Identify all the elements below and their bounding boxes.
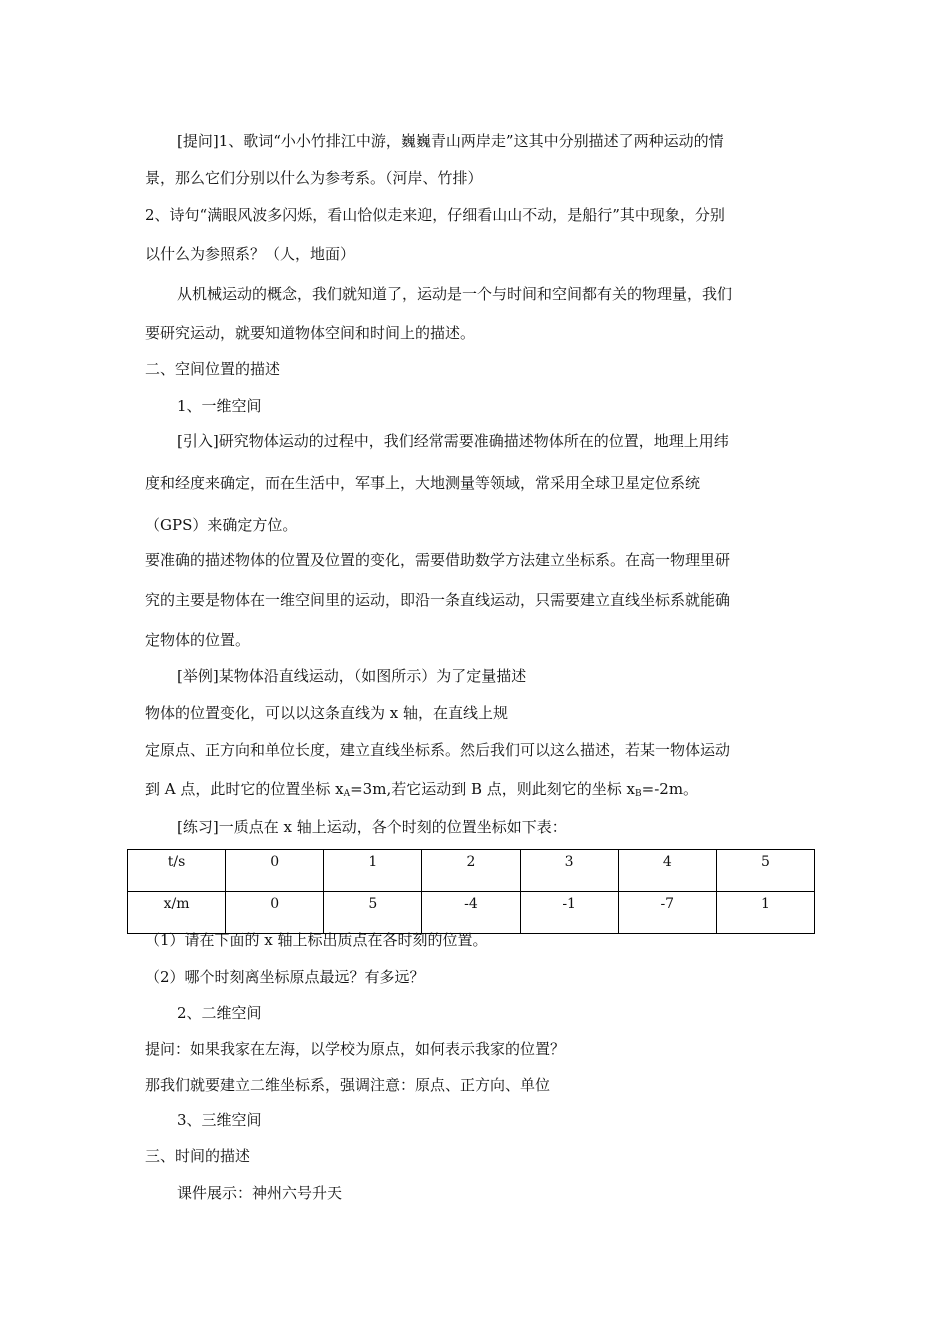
table-cell: 0: [226, 850, 324, 892]
paragraph-coordinates-line-3: 定物体的位置。: [145, 631, 251, 649]
table-cell: 4: [618, 850, 716, 892]
table-cell: t/s: [128, 850, 226, 892]
table-cell: x/m: [128, 892, 226, 934]
position-table: [127, 849, 815, 934]
table-cell: 1: [324, 850, 422, 892]
paragraph-2d-coordinates: 那我们就要建立二维坐标系，强调注意：原点、正方向、单位: [145, 1076, 551, 1094]
paragraph-example-line-4: [145, 779, 698, 804]
section-heading-space: 二、空间位置的描述: [145, 360, 281, 378]
table-cell: -1: [520, 892, 618, 934]
paragraph-example-line-1: [举例]某物体沿直线运动，（如图所示）为了定量描述: [177, 667, 527, 685]
paragraph-mechanics-line-1: 从机械运动的概念，我们就知道了，运动是一个与时间和空间都有关的物理量，我们: [177, 285, 733, 303]
paragraph-question-1-line-1: [提问]1、歌词“小小竹排江中游，巍巍青山两岸走”这其中分别描述了两种运动的情: [177, 132, 724, 150]
paragraph-mechanics-line-2: 要研究运动，就要知道物体空间和时间上的描述。: [145, 324, 476, 342]
example-text-a: 到 A 点，此时它的位置坐标 x: [145, 780, 344, 798]
paragraph-exercise: [练习]一质点在 x 轴上运动，各个时刻的位置坐标如下表：: [177, 818, 567, 836]
paragraph-question-1-line-2: 景，那么它们分别以什么为参考系。（河岸、竹排）: [145, 169, 483, 187]
table-cell: 5: [716, 850, 814, 892]
paragraph-question-2-line-2: 以什么为参照系？（人，地面）: [145, 245, 356, 263]
section-heading-time: 三、时间的描述: [145, 1147, 251, 1165]
table-row: [128, 850, 815, 892]
example-text-b: =3m,若它运动到 B 点，则此刻它的坐标 x: [350, 780, 636, 798]
paragraph-courseware: 课件展示：神州六号升天: [177, 1184, 343, 1202]
table-row: [128, 892, 815, 934]
question-2: （2）哪个时刻离坐标原点最远？有多远？: [145, 968, 425, 986]
table-cell: 0: [226, 892, 324, 934]
table-cell: 3: [520, 850, 618, 892]
table-cell: 5: [324, 892, 422, 934]
paragraph-example-line-3: 定原点、正方向和单位长度，建立直线坐标系。然后我们可以这么描述，若某一物体运动: [145, 741, 731, 759]
table-cell: 2: [422, 850, 520, 892]
paragraph-intro-line-2: 度和经度来确定，而在生活中，军事上，大地测量等领域，常采用全球卫星定位系统: [145, 474, 701, 492]
paragraph-home-question: 提问：如果我家在左海，以学校为原点，如何表示我家的位置？: [145, 1040, 566, 1058]
subsection-heading-2d: 2、二维空间: [177, 1004, 262, 1022]
paragraph-intro-line-1: [引入]研究物体运动的过程中，我们经常需要准确描述物体所在的位置，地理上用纬: [177, 432, 729, 450]
table-cell: -4: [422, 892, 520, 934]
subsection-heading-1d: 1、一维空间: [177, 397, 262, 415]
subsection-heading-3d: 3、三维空间: [177, 1111, 262, 1129]
question-1: （1）请在下面的 x 轴上标出质点在各时刻的位置。: [145, 931, 488, 949]
paragraph-question-2-line-1: 2、诗句“满眼风波多闪烁，看山恰似走来迎，仔细看山山不动，是船行”其中现象，分别: [145, 206, 725, 224]
subscript-a: A: [343, 789, 351, 799]
paragraph-coordinates-line-2: 究的主要是物体在一维空间里的运动，即沿一条直线运动，只需要建立直线坐标系就能确: [145, 591, 731, 609]
paragraph-coordinates-line-1: 要准确的描述物体的位置及位置的变化，需要借助数学方法建立坐标系。在高一物理里研: [145, 551, 731, 569]
paragraph-example-line-2: 物体的位置变化，可以以这条直线为 x 轴，在直线上规: [145, 704, 508, 722]
paragraph-intro-line-3: （GPS）来确定方位。: [145, 516, 298, 534]
example-text-c: =-2m。: [641, 780, 699, 798]
table-cell: 1: [716, 892, 814, 934]
table-cell: -7: [618, 892, 716, 934]
subscript-b: B: [635, 789, 642, 799]
